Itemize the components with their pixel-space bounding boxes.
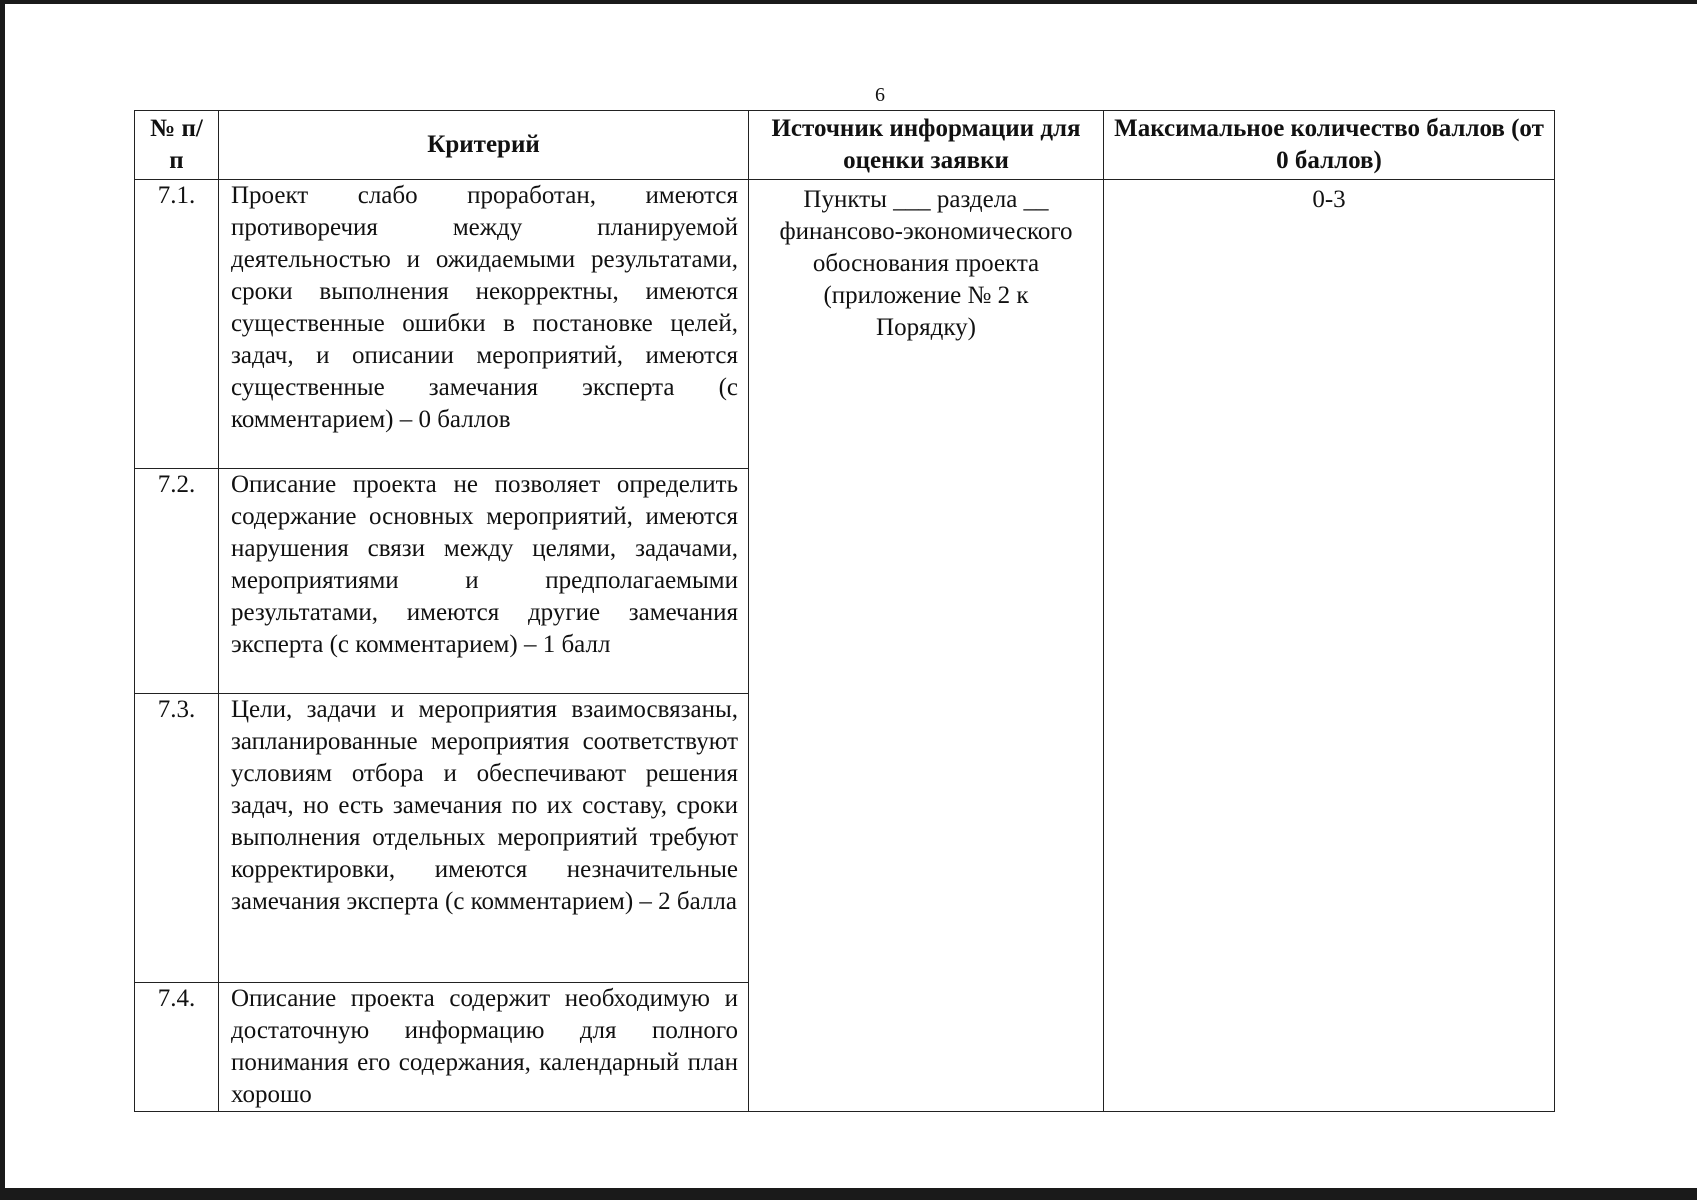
header-criterion: Критерий [219, 111, 749, 180]
criterion-text: Описание проекта не позволяет определить содержание основных мероприятий, имеются нарушения связи между целями, задачами, мероприятиями и предполагаемыми результатами, имеются другие замечания эксперта (с комментарием) – 1 балл [219, 469, 749, 694]
scan-border-top [0, 0, 1697, 4]
row-number: 7.3. [135, 694, 219, 983]
max-score-cell: 0-3 [1104, 180, 1555, 1112]
header-source: Источник информации для оценки заявки [749, 111, 1104, 180]
page-number: 6 [875, 84, 885, 106]
row-number: 7.1. [135, 180, 219, 469]
criterion-text: Описание проекта содержит необходимую и достаточную информацию для полного понимания его содержания, календарный план хорошо [219, 983, 749, 1112]
criterion-text: Проект слабо проработан, имеются противоречия между планируемой деятельностью и ожидаемыми результатами, сроки выполнения некорректны, имеются существенные ошибки в постановке целей, задач, и описании мероприятий, имеются существенные замечания эксперта (с комментарием) – 0 баллов [219, 180, 749, 469]
table-row [135, 180, 1555, 469]
header-max-score: Максимальное количество баллов (от 0 баллов) [1104, 111, 1555, 180]
criterion-text: Цели, задачи и мероприятия взаимосвязаны, запланированные мероприятия соответствуют условиям отбора и обеспечивают решения задач, но есть замечания по их составу, сроки выполнения отдельных мероприятий требуют корректировки, имеются незначительные замечания эксперта (с комментарием) – 2 балла [219, 694, 749, 983]
criteria-table [134, 110, 1555, 1112]
scan-border-left [0, 0, 5, 1200]
header-num: № п/п [135, 111, 219, 180]
row-number: 7.4. [135, 983, 219, 1112]
row-number: 7.2. [135, 469, 219, 694]
table-header-row [135, 111, 1555, 180]
scan-border-bottom [0, 1188, 1697, 1200]
source-cell: Пункты ___ раздела __ финансово-экономического обоснования проекта (приложение № 2 к Порядку) [749, 180, 1104, 1112]
